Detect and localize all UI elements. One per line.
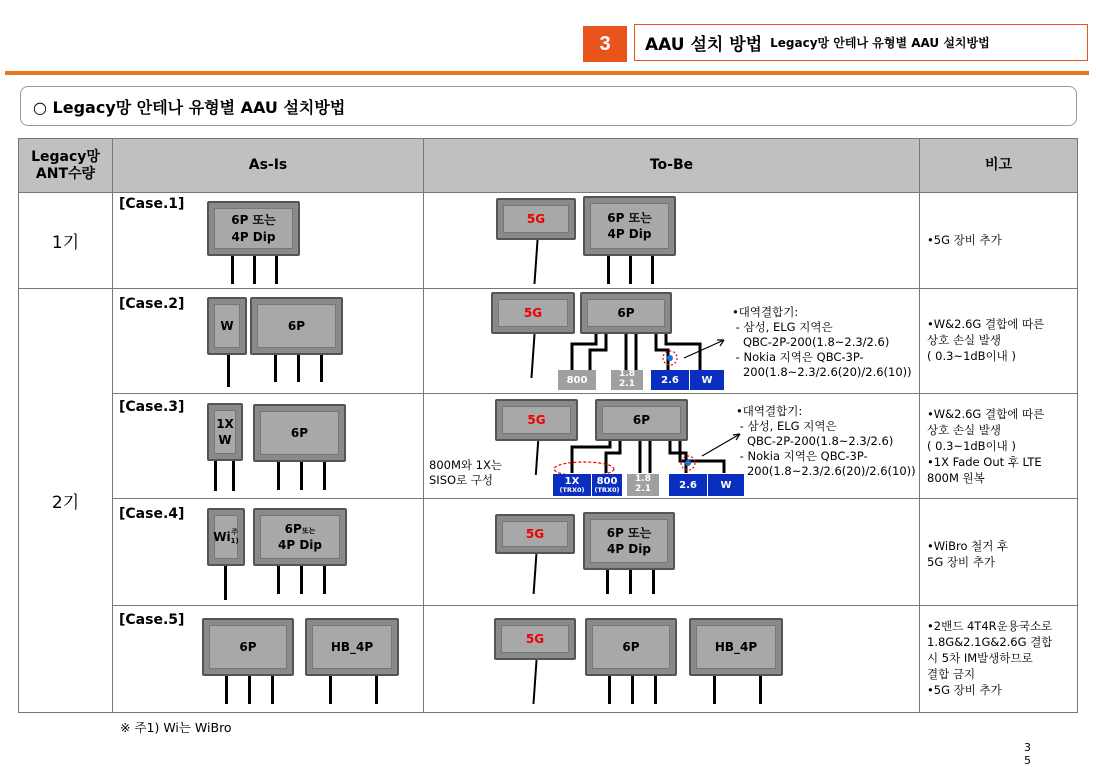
aau-5g: 5G [495, 514, 575, 554]
aau-5g: 5G [494, 618, 576, 660]
antenna-6p: 6P [585, 618, 677, 676]
cable [607, 256, 610, 284]
cable [232, 461, 235, 491]
antenna-6p: 6P [202, 618, 294, 676]
band-box-1.8-2.1: 1.8 2.1 [627, 474, 659, 496]
cable [759, 676, 762, 704]
band-box-w: W [690, 370, 724, 390]
case-1-label: [Case.1] [119, 196, 185, 212]
cable [277, 566, 280, 594]
band-box-800: 800 [558, 370, 596, 390]
row-divider [18, 288, 1078, 289]
aau-5g: 5G [495, 399, 578, 441]
section-subtitle: Legacy망 안테나 유형별 AAU 설치방법 [770, 36, 990, 50]
cable [320, 355, 323, 382]
cable [225, 676, 228, 704]
cable [329, 676, 332, 704]
cable [713, 676, 716, 704]
cable [271, 676, 274, 704]
band-box-1x: 1X (TRX0) [553, 474, 591, 496]
antenna-6p-4p: 6P또는 4P Dip [253, 508, 347, 566]
section-title: AAU 설치 방법 [645, 35, 763, 55]
antenna-6p: 6P [580, 292, 672, 334]
aau-5g: 5G [496, 198, 576, 240]
band-box-800: 800 (TRX0) [592, 474, 622, 496]
antenna-6p-4p: 6P 또는 4P Dip [207, 201, 300, 256]
antenna-6p-4p: 6P 또는 4P Dip [583, 512, 675, 570]
header-divider [5, 71, 1089, 75]
case-3-side-note: 800M와 1X는 SISO로 구성 [429, 458, 502, 487]
row-divider [112, 498, 1078, 499]
case-4-label: [Case.4] [119, 506, 185, 522]
cable [274, 355, 277, 382]
cable [323, 462, 326, 490]
cable [300, 462, 303, 490]
cable [275, 256, 278, 284]
cable [654, 676, 657, 704]
cable [297, 355, 300, 382]
aau-5g: 5G [491, 292, 575, 334]
antenna-6p: 6P [250, 297, 343, 355]
band-box-2.6: 2.6 [669, 474, 707, 496]
cable [375, 676, 378, 704]
case-3-annotation: •대역결합기: - 삼성, ELG 지역은 QBC-2P-200(1.8~2.3/2.6) - Nokia 지역은 QBC-3P- 200(1.8~2.3/2.6(20)/2.6(10)) [736, 404, 916, 478]
row-group-1-label: 1기 [51, 233, 80, 253]
cable [227, 355, 230, 387]
case-5-remark: •2밴드 4T4R운용국소로 1.8G&2.1G&2.6G 결합 시 5차 IM발생하므로 결합 금지 •5G 장비 추가 [927, 619, 1053, 697]
cable [651, 256, 654, 284]
antenna-wibro: Wi 주1) [207, 508, 245, 566]
case-3-label: [Case.3] [119, 399, 185, 415]
cable [248, 676, 251, 704]
section-number: 3 [583, 26, 627, 62]
cable [214, 461, 217, 491]
cable [629, 256, 632, 284]
band-box-2.6: 2.6 [651, 370, 689, 390]
case-2-annotation: •대역결합기: - 삼성, ELG 지역은 QBC-2P-200(1.8~2.3/2.6) - Nokia 지역은 QBC-3P- 200(1.8~2.3/2.6(20)/2.6(10)) [732, 305, 912, 379]
cable [224, 566, 227, 600]
cable [606, 570, 609, 594]
cable [277, 462, 280, 490]
cable [608, 676, 611, 704]
antenna-hb-4p: HB_4P [689, 618, 783, 676]
cable [323, 566, 326, 594]
page-heading: ○ Legacy망 안테나 유형별 AAU 설치방법 [20, 86, 1077, 126]
cable [231, 256, 234, 284]
footnote: ※ 주1) Wi는 WiBro [120, 720, 232, 735]
antenna-w: W [207, 297, 247, 355]
header-remarks: 비고 [919, 138, 1078, 193]
antenna-6p: 6P [253, 404, 346, 462]
page-number: 3 5 [1024, 741, 1031, 767]
case-4-remark: •WiBro 철거 후 5G 장비 추가 [927, 539, 1009, 569]
antenna-6p-4p: 6P 또는 4P Dip [583, 196, 676, 256]
case-2-label: [Case.2] [119, 296, 185, 312]
header-to-be: To-Be [423, 138, 920, 193]
header-ant-count: Legacy망 ANT수량 [18, 138, 113, 193]
cable [253, 256, 256, 284]
antenna-1x-w: 1X W [207, 403, 243, 461]
case-1-remark: •5G 장비 추가 [927, 233, 1002, 247]
row-group-2-label: 2기 [51, 493, 80, 513]
cable [629, 570, 632, 594]
band-box-w: W [708, 474, 744, 496]
cable [631, 676, 634, 704]
band-box-1.8-2.1: 1.8 2.1 [611, 370, 643, 390]
cable [300, 566, 303, 594]
section-title-box [634, 24, 1088, 61]
case-2-remark: •W&2.6G 결합에 따른 상호 손실 발생 ( 0.3~1dB이내 ) [927, 317, 1045, 363]
header-as-is: As-Is [112, 138, 424, 193]
cable [652, 570, 655, 594]
case-3-remark: •W&2.6G 결합에 따른 상호 손실 발생 ( 0.3~1dB이내 ) •1X Fade Out 후 LTE 800M 원복 [927, 407, 1045, 485]
case-5-label: [Case.5] [119, 612, 185, 628]
row-divider [112, 393, 1078, 394]
row-divider [112, 605, 1078, 606]
antenna-6p: 6P [595, 399, 688, 441]
antenna-hb-4p: HB_4P [305, 618, 399, 676]
